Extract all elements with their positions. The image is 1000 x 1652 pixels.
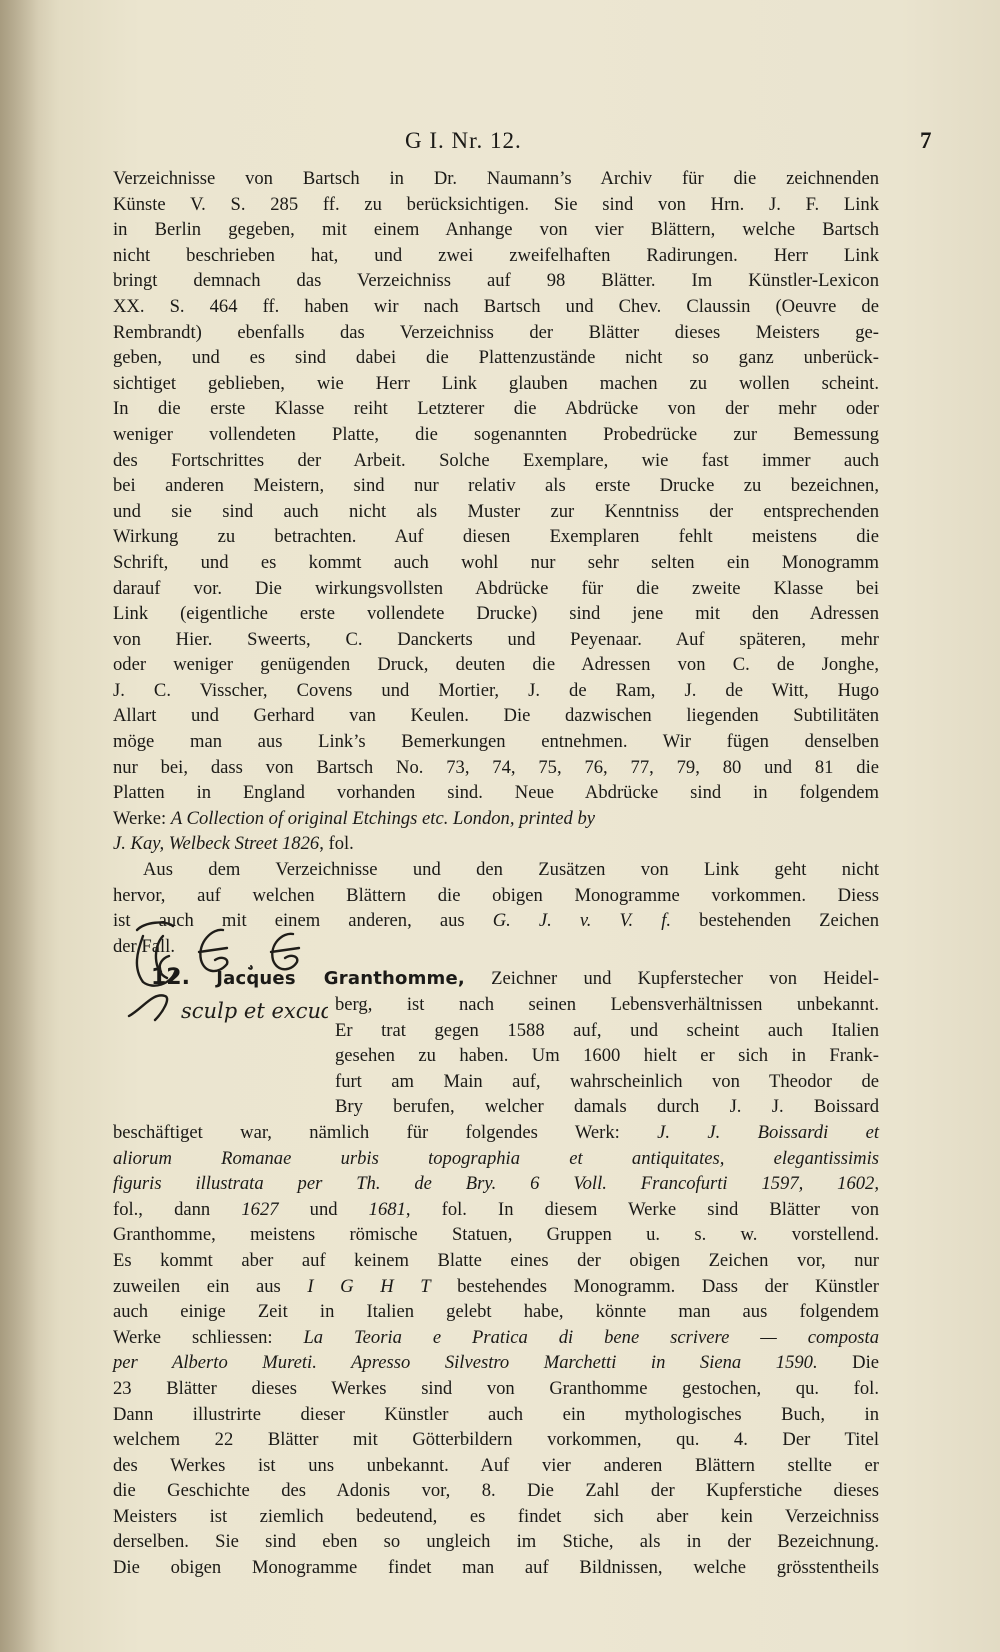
paragraph-bartsch-verzeichnisse [113,166,879,806]
artist-name: Jacques Granthomme, [216,968,465,990]
text-line: geben, und es sind dabei die Plattenzustände nicht so ganz unberück- [113,347,879,369]
text-line: aliorum Romanae urbis topographia et antiquitates, elegantissimis [113,1147,879,1169]
text-line: auch einige Zeit in Italien gelebt habe, könnte man aus folgendem [113,1301,879,1323]
text-line: Allart und Gerhard van Keulen. Die dazwischen liegenden Subtilitäten [113,705,879,727]
text-line: weniger vollendeten Platte, die sogenannten Probedrücke zur Bemessung [113,423,879,445]
text-line: sichtiget geblieben, wie Herr Link glauben machen zu wollen scheint. [113,372,879,394]
text-line: Rembrandt) ebenfalls das Verzeichniss der Blätter dieses Meisters ge- [113,321,879,343]
text-line: Die obigen Monogramme findet man auf Bildnissen, welche grösstentheils [113,1557,879,1579]
text-line: furt am Main auf, wahrscheinlich von Theodor de [335,1070,879,1092]
text-line: Dann illustrirte dieser Künstler auch ein mythologisches Buch, in [113,1403,879,1425]
text-line: und sie sind auch nicht als Muster zur Kenntniss der entsprechenden [113,500,879,522]
text-line: Aus dem Verzeichnisse und den Zusätzen von Link geht nicht [143,859,879,881]
text-line: möge man aus Link’s Bemerkungen entnehmen. Wir fügen denselben [113,731,879,753]
text-line: J. Kay, Welbeck Street 1826, fol. [113,833,354,855]
italic-title: A Collection of original Etchings etc. London, printed by [170,807,596,829]
text-line: von Hier. Sweerts, C. Danckerts und Peyenaar. Auf späteren, mehr [113,628,879,650]
text-line: J. C. Visscher, Covens und Mortier, J. de Ram, J. de Witt, Hugo [113,679,879,701]
text-line: Es kommt aber auf keinem Blatte eines der obigen Zeichen vor, nur [113,1249,879,1271]
text-line: gesehen zu haben. Um 1600 hielt er sich in Frank- [335,1045,879,1067]
entry-12-granthomme [113,965,879,1580]
text-line: bei anderen Meistern, sind nur relativ als erste Drucke zu bezeichnen, [113,475,879,497]
monogram-caption: sculp et excud [181,999,328,1023]
monogram-icon [123,912,328,1032]
page-number: 7 [920,128,932,153]
text-line: beschäftiget war, nämlich für folgendes Werk: J. J. Boissardi et [113,1121,879,1143]
text-line: Platten in England vorhanden sind. Neue Abdrücke sind in folgendem [113,782,879,804]
page-body [113,166,879,1581]
text-line: darauf vor. Die wirkungsvollsten Abdrücke für die zweite Klasse bei [113,577,879,599]
text-line: der Fall. [113,935,175,957]
text-line: fol., dann 1627 und 1681, fol. In diesem Werke sind Blätter von [113,1198,879,1220]
running-title: G I. Nr. 12. [405,128,522,153]
text-line: hervor, auf welchen Blättern die obigen Monogramme vorkommen. Diess [113,884,879,906]
text-line: derselben. Sie sind eben so ungleich im Stiche, als in der Bezeichnung. [113,1531,879,1553]
entry-number: 12. [151,965,190,991]
text-line: Meisters ist ziemlich bedeutend, es findet sich aber kein Verzeichniss [113,1505,879,1527]
text-line: nicht beschrieben hat, und zwei zweifelhaften Radirungen. Herr Link [113,244,879,266]
text-line: 23 Blätter dieses Werkes sind von Granthomme gestochen, qu. fol. [113,1377,879,1399]
entry-heading: 12. Jacques Granthomme, Zeichner und Kupferstecher von Heidel- [151,965,879,991]
text-line: In die erste Klasse reiht Letzterer die Abdrücke von der mehr oder [113,398,879,420]
text-line: ist auch mit einem anderen, aus G. J. v. V. f. bestehenden Zeichen [113,910,879,932]
text-line: zuweilen ein aus I G H T bestehendes Monogramm. Dass der Künstler [113,1275,879,1297]
text-line: per Alberto Mureti. Apresso Silvestro Marchetti in Siena 1590. Die [113,1352,879,1374]
text-line: Künste V. S. 285 ff. zu berücksichtigen. Sie sind von Hrn. J. F. Link [113,193,879,215]
monogram-illustration [123,912,328,1032]
text-line: Bry berufen, welcher damals durch J. J. Boissard [335,1096,879,1118]
text-line: XX. S. 464 ff. haben wir nach Bartsch und Chev. Claussin (Oeuvre de [113,295,879,317]
text-line: des Werkes ist uns unbekannt. Auf vier anderen Blättern stellte er [113,1454,879,1476]
text-line: in Berlin gegeben, mit einem Anhange von vier Blättern, welche Bartsch [113,219,879,241]
text-line: Wirkung zu betrachten. Auf diesen Exemplaren fehlt meistens die [113,526,879,548]
text-line: Verzeichnisse von Bartsch in Dr. Naumann’s Archiv für die zeichnenden [113,168,879,189]
text-line: Granthomme, meistens römische Statuen, Gruppen u. s. w. vorstellend. [113,1224,879,1246]
text-line: Schrift, und es kommt auch wohl nur sehr selten ein Monogramm [113,551,879,573]
text-line: berg, ist nach seinen Lebensverhältnissen unbekannt. [335,994,879,1015]
text-line: bringt demnach das Verzeichniss auf 98 Blätter. Im Künstler-Lexicon [113,270,879,292]
text-line: figuris illustrata per Th. de Bry. 6 Voll. Francofurti 1597, 1602, [113,1173,879,1195]
text-line: nur bei, dass von Bartsch No. 73, 74, 75, 76, 77, 79, 80 und 81 die [113,756,879,778]
text-line: Er trat gegen 1588 auf, und scheint auch Italien [335,1019,879,1041]
book-spine-shadow [0,0,55,1652]
text-line: Werke: A Collection of original Etchings etc. London, printed by [113,807,596,829]
text-line: oder weniger genügenden Druck, deuten die Adressen von C. de Jonghe, [113,654,879,676]
text-line: des Fortschrittes der Arbeit. Solche Exemplare, wie fast immer auch [113,449,879,471]
text-line: die Geschichte des Adonis vor, 8. Die Zahl der Kupferstiche dieses [113,1480,879,1502]
text-line: Werke schliessen: La Teoria e Pratica di bene scrivere — composta [113,1326,879,1348]
page-header [0,128,1000,158]
text-line: welchem 22 Blätter mit Götterbildern vorkommen, qu. 4. Der Titel [113,1429,879,1451]
text-line: Link (eigentliche erste vollendete Drucke) sind jene mit den Adressen [113,603,879,625]
